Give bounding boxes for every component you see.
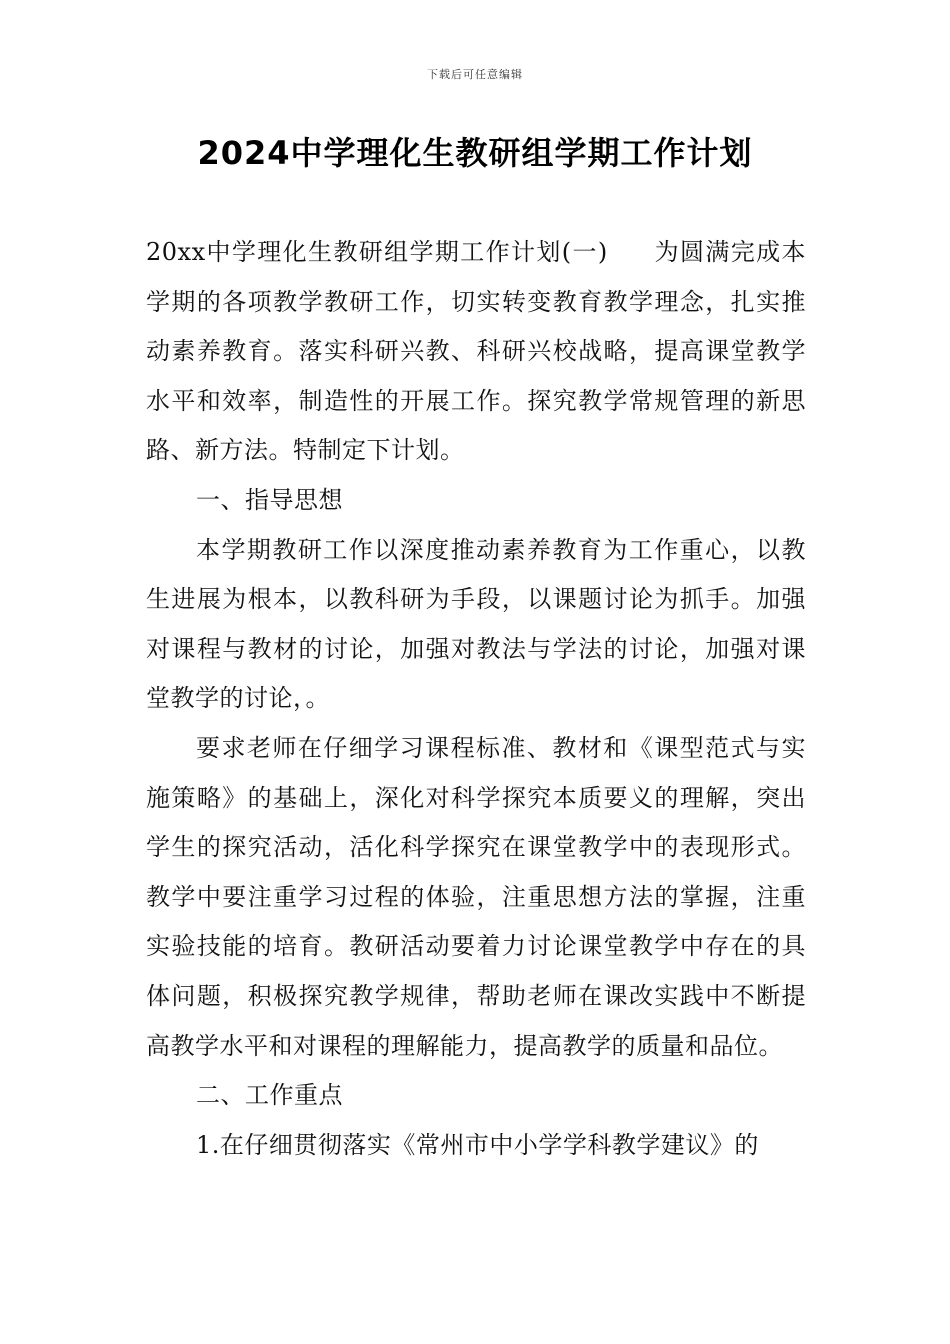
section-heading-work-focus: 二、工作重点: [196, 1081, 343, 1110]
work-focus-item-1: 1.在仔细贯彻落实《常州市中小学学科教学建议》的: [196, 1130, 759, 1159]
document-body: [146, 228, 806, 1170]
section-heading-guiding-thought: 一、指导思想: [196, 485, 343, 514]
intro-text: 为圆满完成本学期的各项教学教研工作，切实转变教育教学理念，扎实推动素养教育。落实科研兴教、科研兴校战略，提高课堂教学水平和效率，制造性的开展工作。探究教学常规管理的新思路、新方法。特制定下计划。: [146, 238, 806, 465]
intro-paragraph: [146, 228, 806, 476]
paragraph-guiding-thought-2: 要求老师在仔细学习课程标准、教材和《课型范式与实施策略》的基础上，深化对科学探究本质要义的理解，突出学生的探究活动，活化科学探究在课堂教学中的表现形式。教学中要注重学习过程的体验，注重思想方法的掌握，注重实验技能的培育。教研活动要着力讨论课堂教学中存在的具体问题，积极探究教学规律，帮助老师在课改实践中不断提高教学水平和对课程的理解能力，提高教学的质量和品位。: [146, 733, 806, 1060]
document-title: 2024中学理化生教研组学期工作计划: [197, 134, 753, 172]
header-note: 下载后可任意编辑: [427, 68, 523, 81]
intro-heading: 20xx中学理化生教研组学期工作计划(一): [146, 238, 608, 266]
paragraph-guiding-thought-1: 本学期教研工作以深度推动素养教育为工作重心，以教生进展为根本，以教科研为手段，以课题讨论为抓手。加强对课程与教材的讨论，加强对教法与学法的讨论，加强对课堂教学的讨论，。: [146, 535, 806, 713]
